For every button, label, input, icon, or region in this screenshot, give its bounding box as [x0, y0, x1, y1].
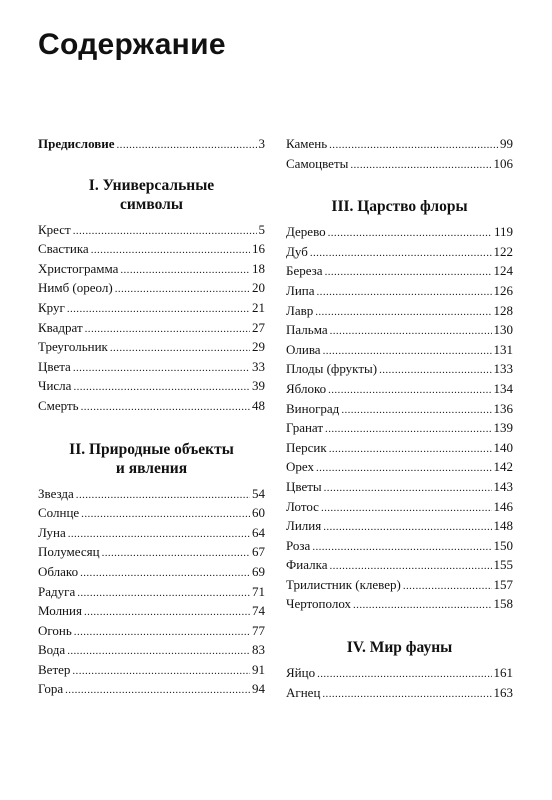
section-heading-nature: II. Природные объекты и явления: [69, 440, 234, 477]
toc-entry[interactable]: [286, 134, 513, 154]
section-heading-flora: III. Царство флоры: [331, 198, 468, 216]
toc-entry[interactable]: [286, 497, 513, 517]
toc-entry-page: 74: [252, 603, 265, 619]
toc-entry[interactable]: [286, 594, 513, 614]
toc-entry-title: Лотос: [286, 498, 319, 514]
toc-entry-title: Солнце: [38, 505, 80, 521]
toc-entry-title: Крест: [38, 221, 71, 237]
toc-entry[interactable]: [38, 679, 265, 699]
toc-entry-page: 157: [493, 576, 513, 592]
toc-entry[interactable]: [286, 379, 513, 399]
toc-entry-title: Огонь: [38, 622, 72, 638]
toc-entry-title: Дуб: [286, 243, 308, 259]
toc-entry[interactable]: [38, 357, 265, 377]
toc-entry-title: Липа: [286, 282, 315, 298]
dot-leader: [81, 505, 250, 523]
toc-entry-page: 3: [258, 136, 265, 151]
toc-entry[interactable]: [38, 582, 265, 602]
toc-entry-title: Яблоко: [286, 380, 327, 396]
toc-entry-page: 99: [500, 136, 513, 151]
toc-entry[interactable]: [286, 516, 513, 536]
toc-entry-page: 27: [252, 319, 265, 335]
toc-entry-title: Береза: [286, 263, 323, 279]
toc-entry[interactable]: [286, 222, 513, 242]
dot-leader: [330, 322, 492, 340]
dot-leader: [350, 156, 491, 174]
toc-entry-title: Лилия: [286, 518, 322, 534]
toc-entry[interactable]: [286, 261, 513, 281]
toc-entry[interactable]: [286, 154, 513, 174]
dot-leader: [73, 378, 250, 396]
toc-entry-title: Орех: [286, 459, 314, 475]
dot-leader: [77, 584, 250, 602]
toc-entry[interactable]: [286, 438, 513, 458]
toc-entry-title: Числа: [38, 378, 72, 394]
toc-list-universal: [38, 220, 265, 416]
dot-leader: [120, 261, 250, 279]
toc-entry[interactable]: [38, 278, 265, 298]
dot-leader: [68, 525, 250, 543]
toc-entry-title: Луна: [38, 524, 66, 540]
toc-entry-page: 150: [493, 537, 513, 553]
toc-entry-title: Молния: [38, 603, 82, 619]
dot-leader: [81, 398, 250, 416]
toc-entry-page: 126: [493, 282, 513, 298]
dot-leader: [317, 283, 492, 301]
toc-entry-page: 122: [493, 243, 513, 259]
toc-entry-title: Облако: [38, 563, 79, 579]
toc-entry-title: Круг: [38, 299, 65, 315]
toc-entry-page: 54: [252, 485, 265, 501]
toc-entry-preface[interactable]: [38, 134, 265, 154]
toc-entry[interactable]: [38, 220, 265, 240]
toc-entry-page: 133: [493, 361, 513, 377]
dot-leader: [117, 136, 257, 154]
toc-entry-title: Яйцо: [286, 665, 316, 681]
toc-entry-title: Звезда: [38, 485, 74, 501]
toc-entry[interactable]: [38, 376, 265, 396]
toc-entry[interactable]: [286, 320, 513, 340]
page-title: Содержание: [38, 28, 226, 61]
toc-entry-page: 143: [493, 478, 513, 494]
toc-list-flora: [286, 222, 513, 614]
dot-leader: [80, 564, 250, 582]
toc-entry-title: Радуга: [38, 583, 76, 599]
toc-list-nature-left: [38, 484, 265, 700]
toc-entry[interactable]: [38, 318, 265, 338]
toc-entry-title: Агнец: [286, 684, 321, 700]
dot-leader: [317, 665, 491, 683]
toc-entry-page: 119: [493, 224, 513, 240]
toc-entry[interactable]: [286, 399, 513, 419]
dot-leader: [84, 603, 250, 621]
toc-entry-page: 94: [252, 681, 265, 697]
toc-entry-page: 124: [493, 263, 513, 279]
dot-leader: [353, 596, 491, 614]
toc-left-column: [38, 134, 265, 699]
toc-entry[interactable]: [286, 340, 513, 360]
toc-entry-page: 91: [252, 661, 265, 677]
toc-entry[interactable]: [38, 396, 265, 416]
toc-entry[interactable]: [38, 484, 265, 504]
toc-entry-title: Гора: [38, 681, 64, 697]
toc-entry-page: 158: [493, 596, 513, 612]
toc-entry[interactable]: [286, 301, 513, 321]
toc-entry-page: 69: [252, 563, 265, 579]
dot-leader: [329, 440, 492, 458]
toc-right-column: [286, 134, 513, 702]
toc-entry-title: Персик: [286, 439, 327, 455]
toc-entry-page: 134: [493, 380, 513, 396]
toc-entry[interactable]: [38, 542, 265, 562]
dot-leader: [73, 222, 257, 240]
toc-entry[interactable]: [286, 536, 513, 556]
toc-entry[interactable]: [286, 663, 513, 683]
dot-leader: [325, 420, 491, 438]
toc-entry[interactable]: [38, 562, 265, 582]
dot-leader: [76, 486, 250, 504]
toc-entry[interactable]: [38, 298, 265, 318]
dot-leader: [324, 479, 492, 497]
toc-entry[interactable]: [38, 601, 265, 621]
toc-entry-title: Смерть: [38, 397, 79, 413]
dot-leader: [72, 662, 250, 680]
toc-entry-page: 148: [493, 518, 513, 534]
toc-entry[interactable]: [38, 621, 265, 641]
dot-leader: [85, 320, 250, 338]
toc-entry-title: Лавр: [286, 302, 314, 318]
toc-entry[interactable]: [286, 359, 513, 379]
toc-entry-title: Плоды (фрукты): [286, 361, 378, 377]
toc-entry-title: Гранат: [286, 420, 324, 436]
toc-entry[interactable]: [38, 523, 265, 543]
toc-entry-page: 136: [493, 400, 513, 416]
toc-entry-title: Трилистник (клевер): [286, 576, 401, 592]
toc-entry[interactable]: [38, 337, 265, 357]
dot-leader: [341, 401, 491, 419]
toc-entry[interactable]: [286, 457, 513, 477]
toc-entry-page: 140: [493, 439, 513, 455]
dot-leader: [67, 300, 250, 318]
toc-entry-page: 83: [252, 642, 265, 658]
toc-entry-title: Чертополох: [286, 596, 352, 612]
dot-leader: [322, 685, 491, 703]
toc-entry-page: 146: [493, 498, 513, 514]
toc-entry[interactable]: [286, 242, 513, 262]
dot-leader: [403, 577, 492, 595]
section-heading-fauna: IV. Мир фауны: [346, 639, 453, 657]
toc-entry-title: Олива: [286, 341, 321, 357]
toc-entry-page: 21: [252, 299, 265, 315]
dot-leader: [316, 459, 492, 477]
toc-entry-title: Цветы: [286, 478, 322, 494]
toc-entry-page: 142: [493, 459, 513, 475]
toc-entry[interactable]: [286, 683, 513, 703]
toc-entry[interactable]: [286, 418, 513, 438]
toc-entry-page: 33: [252, 358, 265, 374]
toc-entry-page: 48: [252, 397, 265, 413]
dot-leader: [73, 359, 250, 377]
dot-leader: [110, 339, 250, 357]
dot-leader: [329, 136, 498, 154]
dot-leader: [325, 263, 492, 281]
toc-entry-page: 64: [252, 524, 265, 540]
dot-leader: [323, 518, 491, 536]
dot-leader: [328, 224, 492, 242]
toc-entry-page: 130: [493, 322, 513, 338]
toc-entry-title: Пальма: [286, 322, 328, 338]
toc-list-fauna: [286, 663, 513, 702]
toc-entry-page: 39: [252, 378, 265, 394]
dot-leader: [330, 557, 492, 575]
toc-entry[interactable]: [286, 555, 513, 575]
toc-entry-title: Фиалка: [286, 557, 328, 573]
toc-entry-title: Ветер: [38, 661, 71, 677]
toc-entry[interactable]: [286, 281, 513, 301]
dot-leader: [321, 499, 492, 517]
toc-entry-title: Свастика: [38, 241, 89, 257]
dot-leader: [323, 342, 492, 360]
toc-entry-title: Нимб (ореол): [38, 280, 113, 296]
dot-leader: [312, 538, 491, 556]
toc-entry-page: 131: [493, 341, 513, 357]
dot-leader: [65, 681, 250, 699]
dot-leader: [67, 642, 250, 660]
toc-list-nature-right: [286, 134, 513, 173]
toc-entry-page: 5: [258, 221, 265, 237]
toc-entry-title: Дерево: [286, 224, 326, 240]
toc-entry[interactable]: [38, 259, 265, 279]
dot-leader: [315, 303, 491, 321]
toc-entry-page: 71: [252, 583, 265, 599]
toc-entry-title: Квадрат: [38, 319, 83, 335]
toc-entry-page: 161: [493, 665, 513, 681]
toc-entry[interactable]: [286, 575, 513, 595]
dot-leader: [310, 244, 492, 262]
dot-leader: [115, 280, 250, 298]
toc-entry-page: 77: [252, 622, 265, 638]
toc-entry[interactable]: [38, 640, 265, 660]
section-heading-universal: I. Универсальные символы: [88, 176, 215, 213]
toc-entry-title: Треугольник: [38, 339, 108, 355]
dot-leader: [379, 361, 491, 379]
toc-entry-title: Роза: [286, 537, 311, 553]
toc-entry-page: 163: [493, 684, 513, 700]
toc-entry-page: 60: [252, 505, 265, 521]
dot-leader: [328, 381, 491, 399]
toc-entry-page: 139: [493, 420, 513, 436]
dot-leader: [91, 241, 250, 259]
toc-entry-page: 16: [252, 241, 265, 257]
toc-entry-title: Камень: [286, 136, 328, 151]
toc-entry[interactable]: [38, 660, 265, 680]
toc-entry[interactable]: [286, 477, 513, 497]
toc-entry-title: Самоцветы: [286, 155, 349, 171]
toc-entry-page: 20: [252, 280, 265, 296]
toc-entry-page: 155: [493, 557, 513, 573]
toc-entry-title: Вода: [38, 642, 66, 658]
toc-entry-title: Полумесяц: [38, 544, 100, 560]
toc-entry-page: 106: [493, 155, 513, 171]
toc-entry-page: 18: [252, 260, 265, 276]
toc-entry[interactable]: [38, 239, 265, 259]
toc-entry-page: 29: [252, 339, 265, 355]
toc-entry-title: Цвета: [38, 358, 71, 374]
dot-leader: [74, 623, 250, 641]
toc-entry-page: 128: [493, 302, 513, 318]
dot-leader: [102, 544, 250, 562]
toc-entry-title: Виноград: [286, 400, 340, 416]
toc-entry-title: Предисловие: [38, 136, 115, 151]
toc-entry-page: 67: [252, 544, 265, 560]
toc-entry[interactable]: [38, 503, 265, 523]
toc-entry-title: Христограмма: [38, 260, 119, 276]
